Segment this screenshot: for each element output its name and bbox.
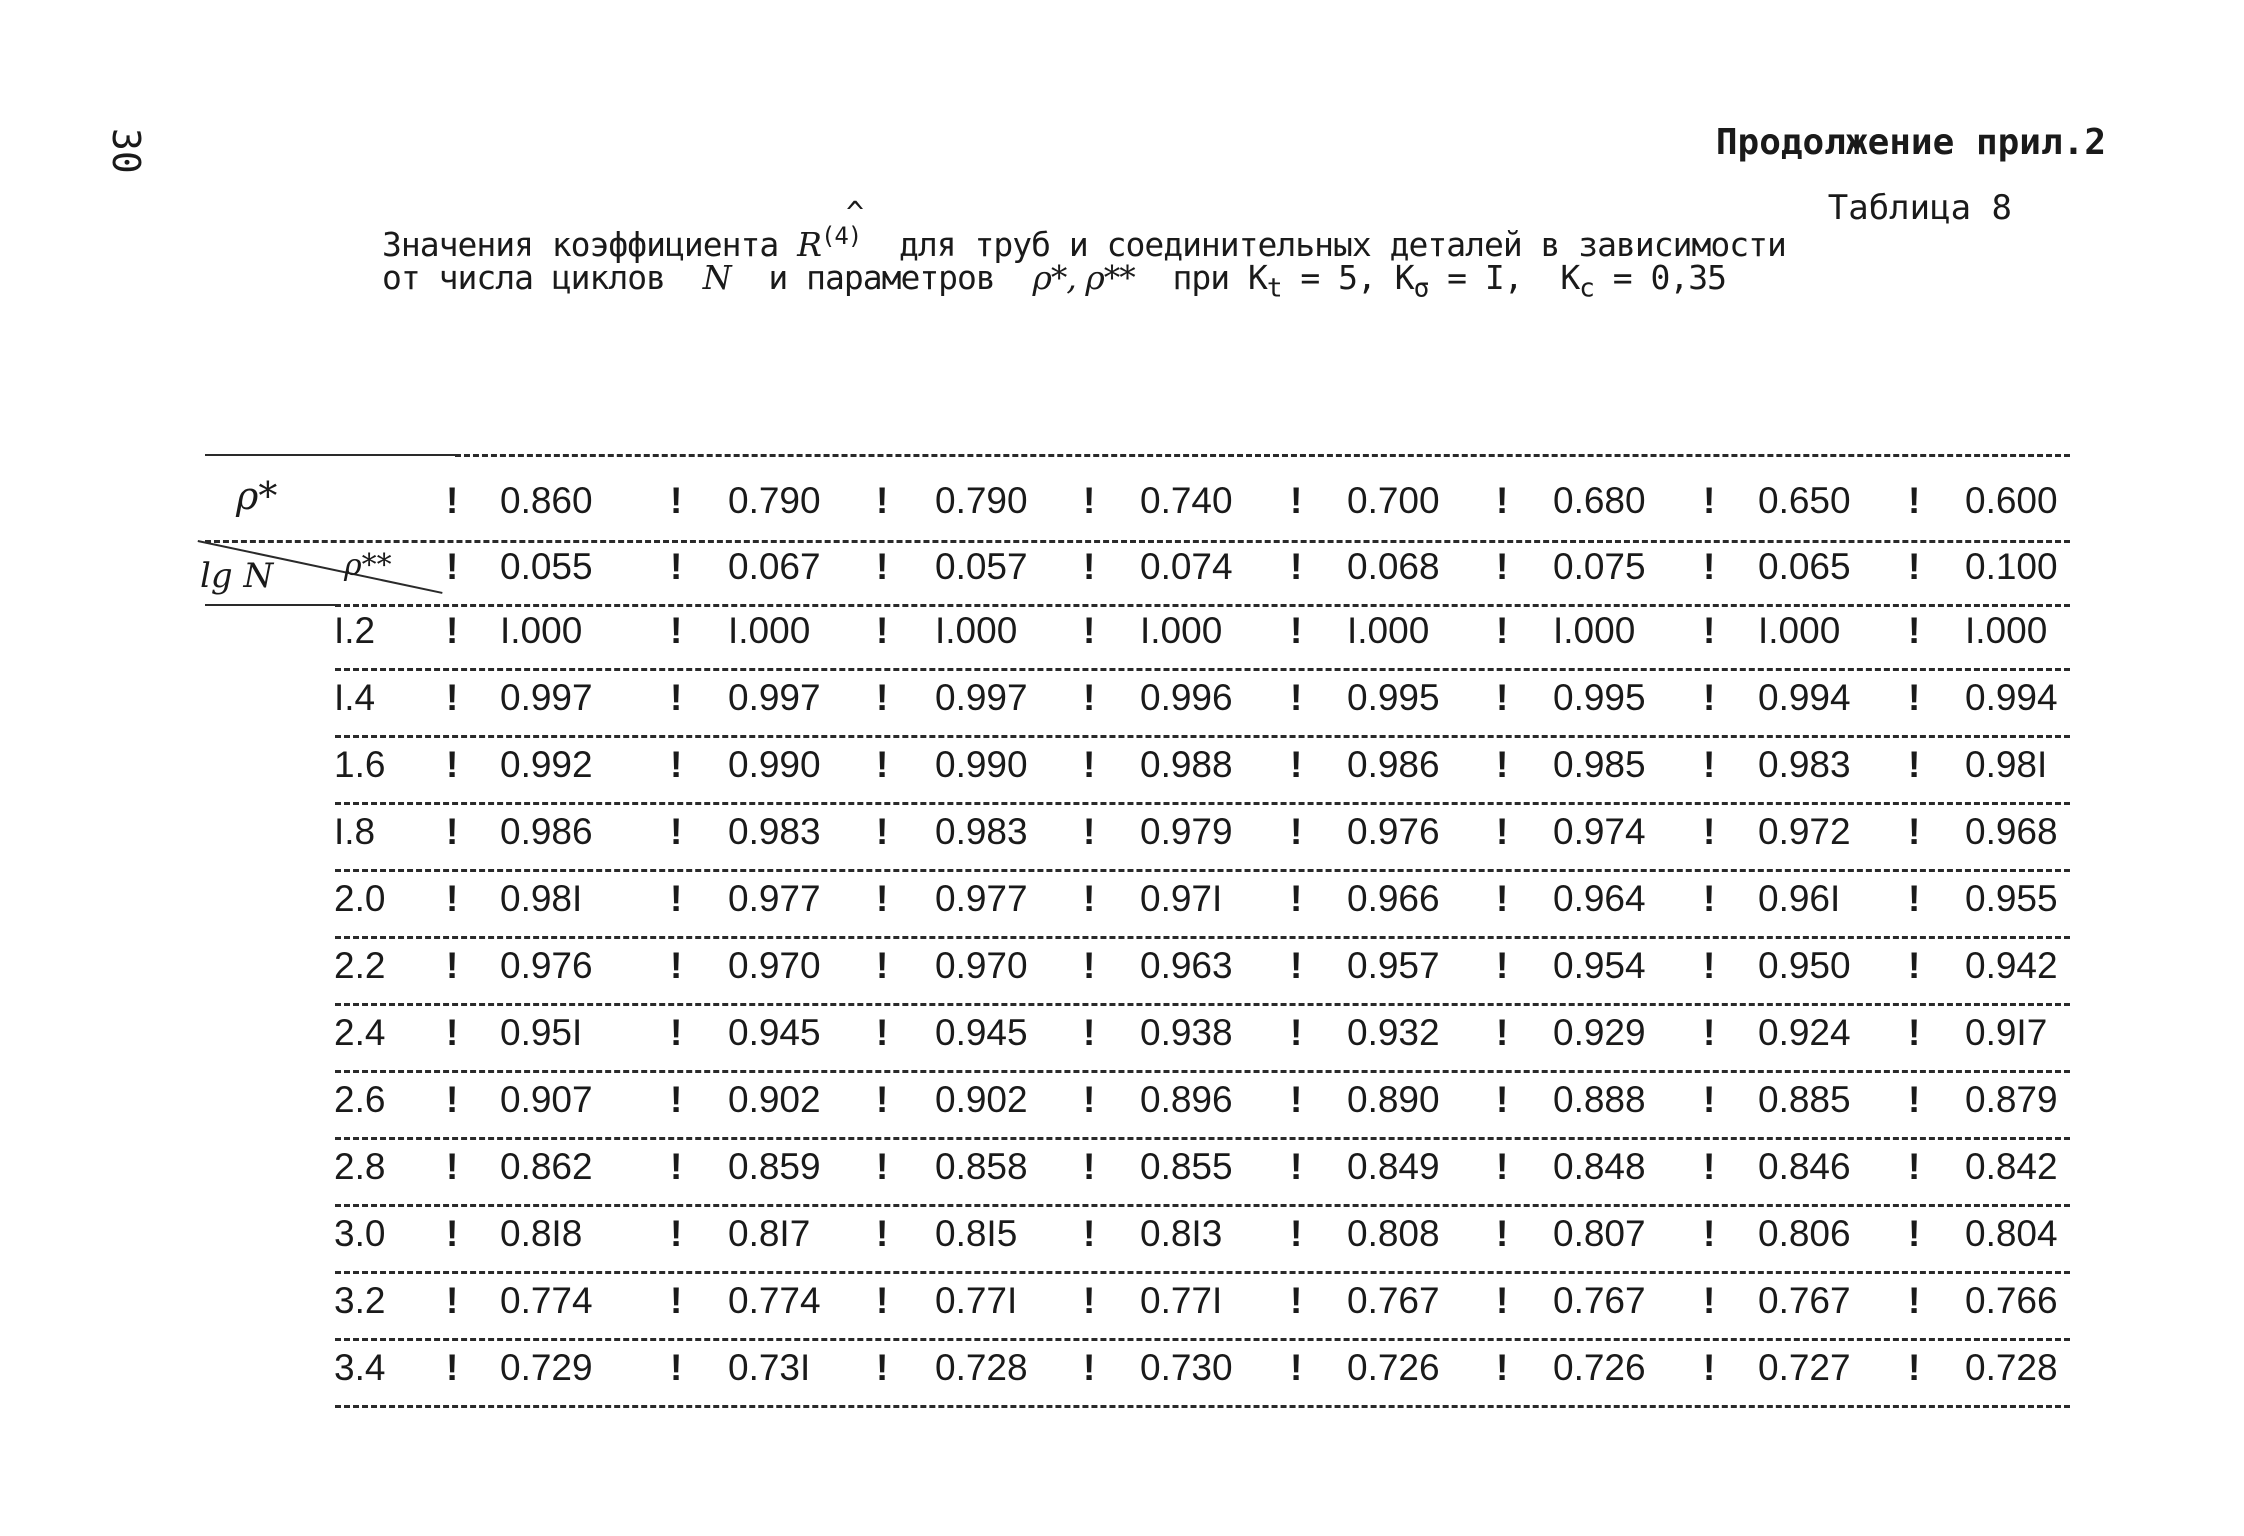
k-c-subscript: c bbox=[1579, 273, 1594, 304]
table-cell: 0.988 bbox=[1140, 744, 1233, 785]
column-separator: ! bbox=[1908, 945, 1921, 986]
column-separator: ! bbox=[670, 1347, 683, 1388]
column-separator: ! bbox=[1703, 811, 1716, 852]
table-cell: 0.804 bbox=[1965, 1213, 2058, 1254]
column-separator: ! bbox=[670, 610, 683, 651]
column-separator: ! bbox=[1703, 546, 1716, 587]
column-separator: ! bbox=[1908, 878, 1921, 919]
column-separator: ! bbox=[876, 546, 889, 587]
lgN-cell: I.2 bbox=[334, 610, 376, 651]
column-separator: ! bbox=[1083, 610, 1096, 651]
column-separator: ! bbox=[1083, 546, 1096, 587]
column-separator: ! bbox=[1908, 677, 1921, 718]
column-separator: ! bbox=[1290, 811, 1303, 852]
coefficient-superscript: (4) bbox=[820, 222, 862, 250]
lgN-cell: 2.2 bbox=[334, 945, 386, 986]
table-cell: 0.600 bbox=[1965, 480, 2058, 521]
lgN-cell: I.8 bbox=[334, 811, 376, 852]
table-cell: 0.728 bbox=[1965, 1347, 2058, 1388]
column-separator: ! bbox=[876, 1012, 889, 1053]
row-separator-rule bbox=[335, 1070, 2070, 1073]
table-cell: 0.974 bbox=[1553, 811, 1646, 852]
column-separator: ! bbox=[446, 677, 459, 718]
column-separator: ! bbox=[446, 1079, 459, 1120]
column-separator: ! bbox=[446, 811, 459, 852]
row-separator-rule bbox=[335, 936, 2070, 939]
row-separator-rule bbox=[335, 1137, 2070, 1140]
table-cell: I.000 bbox=[728, 610, 811, 651]
table-cell: 0.950 bbox=[1758, 945, 1851, 986]
column-separator: ! bbox=[1083, 1012, 1096, 1053]
column-separator: ! bbox=[1496, 878, 1509, 919]
table-cell: 0.968 bbox=[1965, 811, 2058, 852]
column-separator: ! bbox=[1703, 610, 1716, 651]
title-text-6: = 5, K bbox=[1281, 258, 1414, 297]
column-separator: ! bbox=[1703, 1280, 1716, 1321]
table-title-line-2 bbox=[382, 258, 1726, 304]
title-text-3: от числа циклов bbox=[382, 258, 703, 297]
table-cell: 0.907 bbox=[500, 1079, 593, 1120]
table-cell: 0.8I8 bbox=[500, 1213, 583, 1254]
lgN-cell: 2.8 bbox=[334, 1146, 386, 1187]
column-separator: ! bbox=[670, 1146, 683, 1187]
table-cell: 0.726 bbox=[1553, 1347, 1646, 1388]
row-separator-rule bbox=[335, 735, 2070, 738]
column-separator: ! bbox=[670, 811, 683, 852]
table-cell: I.000 bbox=[500, 610, 583, 651]
column-separator: ! bbox=[670, 1213, 683, 1254]
title-text-2: для труб и соединительных деталей в зависимости bbox=[861, 225, 1786, 264]
table-cell: 0.970 bbox=[935, 945, 1028, 986]
column-separator: ! bbox=[1290, 744, 1303, 785]
column-separator: ! bbox=[876, 878, 889, 919]
table-cell: 0.8I3 bbox=[1140, 1213, 1223, 1254]
column-separator: ! bbox=[670, 878, 683, 919]
column-separator: ! bbox=[1496, 1347, 1509, 1388]
table-cell: 0.067 bbox=[728, 546, 821, 587]
table-cell: 0.966 bbox=[1347, 878, 1440, 919]
table-cell: 0.942 bbox=[1965, 945, 2058, 986]
table-cell: 0.994 bbox=[1965, 677, 2058, 718]
column-separator: ! bbox=[1496, 610, 1509, 651]
lgN-cell: 2.4 bbox=[334, 1012, 386, 1053]
column-separator: ! bbox=[446, 1146, 459, 1187]
table-cell: 0.767 bbox=[1553, 1280, 1646, 1321]
table-cell: 0.8I7 bbox=[728, 1213, 811, 1254]
table-cell: 0.730 bbox=[1140, 1347, 1233, 1388]
column-separator: ! bbox=[1908, 744, 1921, 785]
column-separator: ! bbox=[1083, 878, 1096, 919]
column-separator: ! bbox=[876, 1280, 889, 1321]
lgN-cell: 2.0 bbox=[334, 878, 386, 919]
column-separator: ! bbox=[1908, 1012, 1921, 1053]
column-separator: ! bbox=[446, 1012, 459, 1053]
column-separator: ! bbox=[1083, 945, 1096, 986]
table-cell: 0.902 bbox=[728, 1079, 821, 1120]
rho-star2-header: ρ** bbox=[344, 548, 392, 583]
table-cell: 0.976 bbox=[500, 945, 593, 986]
lgN-cell: 3.2 bbox=[334, 1280, 386, 1321]
page-number: 30 bbox=[104, 128, 148, 174]
table-cell: 0.859 bbox=[728, 1146, 821, 1187]
table-cell: 0.074 bbox=[1140, 546, 1233, 587]
table-cell: 0.964 bbox=[1553, 878, 1646, 919]
table-cell: 0.954 bbox=[1553, 945, 1646, 986]
lgN-cell: 1.6 bbox=[334, 744, 386, 785]
header-top-rule bbox=[455, 454, 2070, 457]
column-separator: ! bbox=[1703, 677, 1716, 718]
table-cell: 0.938 bbox=[1140, 1012, 1233, 1053]
column-separator: ! bbox=[1496, 480, 1509, 521]
table-cell: 0.98I bbox=[500, 878, 583, 919]
table-cell: 0.970 bbox=[728, 945, 821, 986]
column-separator: ! bbox=[1908, 1213, 1921, 1254]
table-cell: 0.774 bbox=[500, 1280, 593, 1321]
column-separator: ! bbox=[1083, 480, 1096, 521]
table-cell: 0.955 bbox=[1965, 878, 2058, 919]
table-cell: 0.995 bbox=[1553, 677, 1646, 718]
table-cell: 0.740 bbox=[1140, 480, 1233, 521]
table-cell: 0.890 bbox=[1347, 1079, 1440, 1120]
column-separator: ! bbox=[1908, 1347, 1921, 1388]
table-cell: 0.985 bbox=[1553, 744, 1646, 785]
table-cell: 0.075 bbox=[1553, 546, 1646, 587]
column-separator: ! bbox=[446, 878, 459, 919]
header-top-solid-rule bbox=[205, 454, 455, 456]
row-separator-rule bbox=[335, 668, 2070, 671]
column-separator: ! bbox=[1703, 1347, 1716, 1388]
table-cell: 0.100 bbox=[1965, 546, 2058, 587]
table-cell: 0.057 bbox=[935, 546, 1028, 587]
table-cell: 0.73I bbox=[728, 1347, 811, 1388]
row-separator-rule bbox=[335, 1405, 2070, 1408]
table-cell: 0.945 bbox=[935, 1012, 1028, 1053]
table-cell: 0.945 bbox=[728, 1012, 821, 1053]
row-separator-rule bbox=[335, 802, 2070, 805]
lgN-cell: I.4 bbox=[334, 677, 376, 718]
rho-star-header: ρ* bbox=[236, 474, 278, 518]
table-cell: 0.977 bbox=[935, 878, 1028, 919]
column-separator: ! bbox=[1083, 744, 1096, 785]
column-separator: ! bbox=[876, 610, 889, 651]
table-cell: 0.997 bbox=[728, 677, 821, 718]
column-separator: ! bbox=[1290, 878, 1303, 919]
column-separator: ! bbox=[1496, 677, 1509, 718]
column-separator: ! bbox=[876, 1213, 889, 1254]
title-text-8: = 0,35 bbox=[1593, 258, 1726, 297]
column-separator: ! bbox=[1290, 1213, 1303, 1254]
table-cell: 0.896 bbox=[1140, 1079, 1233, 1120]
table-cell: 0.979 bbox=[1140, 811, 1233, 852]
column-separator: ! bbox=[1908, 610, 1921, 651]
table-cell: 0.932 bbox=[1347, 1012, 1440, 1053]
table-cell: 0.983 bbox=[935, 811, 1028, 852]
table-cell: 0.96I bbox=[1758, 878, 1841, 919]
column-separator: ! bbox=[1083, 811, 1096, 852]
column-separator: ! bbox=[1908, 1146, 1921, 1187]
column-separator: ! bbox=[446, 744, 459, 785]
table-cell: 0.846 bbox=[1758, 1146, 1851, 1187]
table-cell: 0.98I bbox=[1965, 744, 2048, 785]
table-cell: 0.879 bbox=[1965, 1079, 2058, 1120]
table-cell: 0.996 bbox=[1140, 677, 1233, 718]
column-separator: ! bbox=[446, 1280, 459, 1321]
column-separator: ! bbox=[1703, 878, 1716, 919]
column-separator: ! bbox=[1083, 677, 1096, 718]
table-cell: 0.972 bbox=[1758, 811, 1851, 852]
column-separator: ! bbox=[876, 945, 889, 986]
table-cell: 0.983 bbox=[1758, 744, 1851, 785]
table-cell: 0.842 bbox=[1965, 1146, 2058, 1187]
table-cell: 0.807 bbox=[1553, 1213, 1646, 1254]
column-separator: ! bbox=[1703, 744, 1716, 785]
column-separator: ! bbox=[670, 945, 683, 986]
column-separator: ! bbox=[876, 480, 889, 521]
row-separator-rule bbox=[335, 869, 2070, 872]
table-cell: 0.650 bbox=[1758, 480, 1851, 521]
table-cell: I.000 bbox=[935, 610, 1018, 651]
column-separator: ! bbox=[446, 610, 459, 651]
lgN-header: lg N bbox=[200, 556, 274, 596]
row-separator-rule bbox=[335, 1271, 2070, 1274]
table-cell: 0.774 bbox=[728, 1280, 821, 1321]
table-cell: 0.862 bbox=[500, 1146, 593, 1187]
table-cell: 0.77I bbox=[935, 1280, 1018, 1321]
column-separator: ! bbox=[1290, 480, 1303, 521]
header-mid-rule bbox=[205, 540, 2070, 543]
table-cell: 0.983 bbox=[728, 811, 821, 852]
table-cell: I.000 bbox=[1347, 610, 1430, 651]
hat-accent-icon: ^ bbox=[846, 196, 865, 231]
column-separator: ! bbox=[670, 1280, 683, 1321]
table-cell: 0.95I bbox=[500, 1012, 583, 1053]
table-cell: 0.068 bbox=[1347, 546, 1440, 587]
table-cell: 0.997 bbox=[935, 677, 1028, 718]
column-separator: ! bbox=[1496, 811, 1509, 852]
column-separator: ! bbox=[670, 677, 683, 718]
title-text-1: Значения коэффициента bbox=[382, 225, 798, 264]
table-cell: 0.994 bbox=[1758, 677, 1851, 718]
table-cell: 0.726 bbox=[1347, 1347, 1440, 1388]
column-separator: ! bbox=[1703, 1146, 1716, 1187]
column-separator: ! bbox=[1290, 1146, 1303, 1187]
table-cell: 0.888 bbox=[1553, 1079, 1646, 1120]
table-cell: 0.992 bbox=[500, 744, 593, 785]
lgN-cell: 2.6 bbox=[334, 1079, 386, 1120]
column-separator: ! bbox=[1083, 1347, 1096, 1388]
table-cell: 0.728 bbox=[935, 1347, 1028, 1388]
column-separator: ! bbox=[1496, 744, 1509, 785]
k-t-subscript: t bbox=[1266, 273, 1282, 304]
table-cell: 0.924 bbox=[1758, 1012, 1851, 1053]
k-sigma-subscript: σ bbox=[1413, 273, 1429, 304]
table-cell: 0.858 bbox=[935, 1146, 1028, 1187]
table-cell: 0.77I bbox=[1140, 1280, 1223, 1321]
title-text-5: при K bbox=[1134, 258, 1267, 297]
column-separator: ! bbox=[876, 677, 889, 718]
table-cell: 0.990 bbox=[728, 744, 821, 785]
column-separator: ! bbox=[876, 744, 889, 785]
column-separator: ! bbox=[1496, 1079, 1509, 1120]
table-cell: 0.849 bbox=[1347, 1146, 1440, 1187]
column-separator: ! bbox=[1496, 1146, 1509, 1187]
table-cell: 0.729 bbox=[500, 1347, 593, 1388]
table-cell: 0.680 bbox=[1553, 480, 1646, 521]
table-cell: 0.997 bbox=[500, 677, 593, 718]
column-separator: ! bbox=[1083, 1146, 1096, 1187]
column-separator: ! bbox=[1908, 546, 1921, 587]
table-cell: 0.995 bbox=[1347, 677, 1440, 718]
column-separator: ! bbox=[670, 1012, 683, 1053]
column-separator: ! bbox=[1703, 480, 1716, 521]
table-cell: I.000 bbox=[1140, 610, 1223, 651]
column-separator: ! bbox=[876, 1146, 889, 1187]
column-separator: ! bbox=[1908, 480, 1921, 521]
column-separator: ! bbox=[1290, 1079, 1303, 1120]
column-separator: ! bbox=[446, 1213, 459, 1254]
column-separator: ! bbox=[1703, 1012, 1716, 1053]
column-separator: ! bbox=[1290, 1012, 1303, 1053]
table-cell: 0.97I bbox=[1140, 878, 1223, 919]
table-cell: 0.885 bbox=[1758, 1079, 1851, 1120]
table-cell: 0.065 bbox=[1758, 546, 1851, 587]
column-separator: ! bbox=[446, 1347, 459, 1388]
row-separator-rule bbox=[335, 1003, 2070, 1006]
column-separator: ! bbox=[1496, 1280, 1509, 1321]
table-cell: 0.855 bbox=[1140, 1146, 1233, 1187]
table-cell: 0.977 bbox=[728, 878, 821, 919]
table-cell: 0.700 bbox=[1347, 480, 1440, 521]
table-cell: 0.806 bbox=[1758, 1213, 1851, 1254]
column-separator: ! bbox=[446, 945, 459, 986]
table-cell: 0.790 bbox=[728, 480, 821, 521]
table-cell: 0.767 bbox=[1758, 1280, 1851, 1321]
column-separator: ! bbox=[876, 1079, 889, 1120]
column-separator: ! bbox=[1703, 1079, 1716, 1120]
row-separator-rule bbox=[335, 1338, 2070, 1341]
table-cell: 0.929 bbox=[1553, 1012, 1646, 1053]
column-separator: ! bbox=[1496, 1012, 1509, 1053]
table-cell: 0.808 bbox=[1347, 1213, 1440, 1254]
table-cell: 0.963 bbox=[1140, 945, 1233, 986]
lgN-cell: 3.4 bbox=[334, 1347, 386, 1388]
column-separator: ! bbox=[1083, 1079, 1096, 1120]
column-separator: ! bbox=[1703, 945, 1716, 986]
column-separator: ! bbox=[1290, 1347, 1303, 1388]
table-cell: 0.986 bbox=[1347, 744, 1440, 785]
table-cell: 0.8I5 bbox=[935, 1213, 1018, 1254]
rho-symbols: ρ*, ρ** bbox=[1032, 258, 1135, 297]
column-separator: ! bbox=[670, 744, 683, 785]
table-cell: I.000 bbox=[1553, 610, 1636, 651]
column-separator: ! bbox=[1908, 1079, 1921, 1120]
continuation-label: Продолжение прил.2 bbox=[1715, 122, 2106, 163]
title-text-4: и параметров bbox=[730, 258, 1033, 297]
table-cell: 0.957 bbox=[1347, 945, 1440, 986]
table-number: Таблица 8 bbox=[1827, 188, 2012, 228]
row-separator-rule bbox=[335, 1204, 2070, 1207]
table-cell: 0.902 bbox=[935, 1079, 1028, 1120]
column-separator: ! bbox=[1908, 1280, 1921, 1321]
lgN-cell: 3.0 bbox=[334, 1213, 386, 1254]
column-separator: ! bbox=[446, 480, 459, 521]
column-separator: ! bbox=[1083, 1213, 1096, 1254]
table-cell: 0.055 bbox=[500, 546, 593, 587]
column-separator: ! bbox=[670, 1079, 683, 1120]
title-text-7: = I, K bbox=[1428, 258, 1580, 297]
column-separator: ! bbox=[670, 480, 683, 521]
table-cell: 0.990 bbox=[935, 744, 1028, 785]
table-cell: 0.986 bbox=[500, 811, 593, 852]
column-separator: ! bbox=[1290, 677, 1303, 718]
column-separator: ! bbox=[1496, 945, 1509, 986]
column-separator: ! bbox=[1290, 610, 1303, 651]
column-separator: ! bbox=[1290, 546, 1303, 587]
table-cell: 0.766 bbox=[1965, 1280, 2058, 1321]
table-cell: 0.860 bbox=[500, 480, 593, 521]
column-separator: ! bbox=[1290, 1280, 1303, 1321]
coefficient-symbol: R bbox=[797, 225, 821, 264]
header-bottom-rule bbox=[335, 604, 2070, 607]
column-separator: ! bbox=[670, 546, 683, 587]
table-cell: 0.848 bbox=[1553, 1146, 1646, 1187]
table-cell: I.000 bbox=[1965, 610, 2048, 651]
column-separator: ! bbox=[446, 546, 459, 587]
column-separator: ! bbox=[876, 1347, 889, 1388]
table-cell: 0.727 bbox=[1758, 1347, 1851, 1388]
table-cell: 0.767 bbox=[1347, 1280, 1440, 1321]
table-cell: 0.790 bbox=[935, 480, 1028, 521]
column-separator: ! bbox=[1083, 1280, 1096, 1321]
table-cell: 0.9I7 bbox=[1965, 1012, 2048, 1053]
cycles-symbol: N bbox=[702, 258, 731, 297]
column-separator: ! bbox=[1290, 945, 1303, 986]
table-cell: I.000 bbox=[1758, 610, 1841, 651]
column-separator: ! bbox=[876, 811, 889, 852]
header-bottom-solid-rule bbox=[205, 604, 340, 606]
column-separator: ! bbox=[1496, 546, 1509, 587]
column-separator: ! bbox=[1908, 811, 1921, 852]
column-separator: ! bbox=[1703, 1213, 1716, 1254]
table-cell: 0.976 bbox=[1347, 811, 1440, 852]
column-separator: ! bbox=[1496, 1213, 1509, 1254]
